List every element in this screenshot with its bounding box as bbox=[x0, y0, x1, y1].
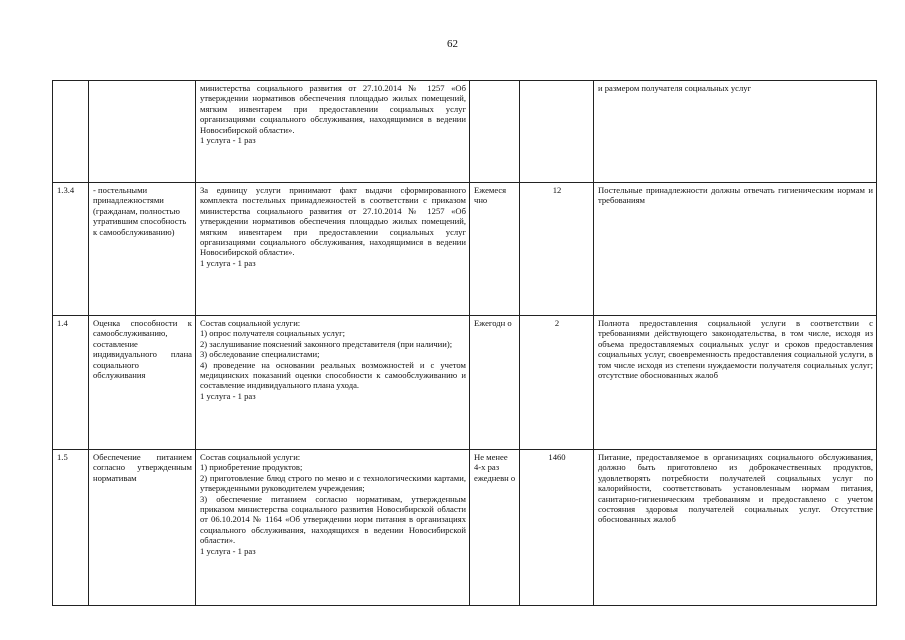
table-row bbox=[53, 183, 877, 316]
quality-cell: и размером получателя социальных услуг bbox=[594, 81, 877, 183]
service-content-cell bbox=[196, 316, 470, 450]
service-name-cell: Оценка способности к самообслуживанию, составление индивидуального плана социального обслуживания bbox=[89, 316, 196, 450]
service-name-cell: Обеспечение питанием согласно утвержденным нормативам bbox=[89, 450, 196, 606]
quality-cell: Питание, предоставляемое в организациях социального обслуживания, должно быть приготовлено из доброкачественных продуктов, удовлетворять потребности получателей социальных услуг по калорийности, соответствовать установленным нормам питания, санитарно-гигиеническим требованиям и предоставлено с учетом состояния здоровья получателей социальных услуг. Отсутствие обоснованных жалоб bbox=[594, 450, 877, 606]
table-row bbox=[53, 81, 877, 183]
frequency-cell: Не менее 4-х раз ежедневн о bbox=[470, 450, 520, 606]
service-content-cell bbox=[196, 450, 470, 606]
content-line: Состав социальной услуги: bbox=[200, 452, 301, 462]
content-line: Состав социальной услуги: bbox=[200, 318, 301, 328]
content-line: 2) заслушивание пояснений законного представителя (при наличии); bbox=[200, 338, 453, 349]
page-number: 62 bbox=[447, 38, 458, 50]
volume-cell bbox=[520, 81, 594, 183]
service-name-cell: - постельными принадлежностями (гражданам, полностью утратившим способность к самообслуживанию) bbox=[89, 183, 196, 316]
service-content-cell bbox=[196, 183, 470, 316]
services-table bbox=[52, 80, 877, 606]
content-line: 1) опрос получателя социальных услуг; bbox=[200, 328, 346, 339]
row-number-cell: 1.5 bbox=[53, 450, 89, 606]
content-line: За единицу услуги принимают факт выдачи сформированного комплекта постельных принадлежностей в соответствии с приказом министерства социального развития от 27.10.2014 № 1257 «Об утверждении нормативов обеспечения площадью жилых помещений, мягким инвентарем при предоставлении социальных услуг организациями социального обслуживания, находящимися в ведении Новосибирской области». bbox=[200, 185, 466, 258]
table-row bbox=[53, 450, 877, 606]
frequency-cell: Ежемеся чно bbox=[470, 183, 520, 316]
quality-cell: Постельные принадлежности должны отвечать гигиеническим нормам и требованиям bbox=[594, 183, 877, 316]
quality-cell: Полнота предоставления социальной услуги в соответствии с требованиями действующего законодательства, в том числе, исходя из объема предоставляемых социальных услуг и сроков предоставления социальных услуг, своевременность предоставления социальной услуги, в том числе исходя из степени нуждаемости получателя социальных услуг; отсутствие обоснованных жалоб bbox=[594, 316, 877, 450]
table-row bbox=[53, 316, 877, 450]
frequency-cell: Ежегодн о bbox=[470, 316, 520, 450]
content-line: 4) проведение на основании реальных возможностей и с учетом медицинских показаний оценки способности к самообслуживанию и составление индивидуального плана ухода. bbox=[200, 359, 466, 391]
content-line: 1 услуга - 1 раз bbox=[200, 257, 256, 268]
row-number-cell bbox=[53, 81, 89, 183]
row-number-cell: 1.3.4 bbox=[53, 183, 89, 316]
frequency-cell bbox=[470, 81, 520, 183]
content-line: 1 услуга - 1 раз bbox=[200, 390, 256, 401]
content-line: 3) обеспечение питанием согласно нормативам, утвержденным приказом министерства социального развития Новосибирской области от 06.10.2014 № 1164 «Об утверждении норм питания в организациях социального обслуживания, находящихся в ведении Новосибирской области». bbox=[200, 493, 466, 546]
row-number-cell: 1.4 bbox=[53, 316, 89, 450]
content-line: 1) приобретение продуктов; bbox=[200, 462, 303, 473]
content-line: 1 услуга - 1 раз bbox=[200, 545, 256, 556]
service-name-cell bbox=[89, 81, 196, 183]
content-line: 1 услуга - 1 раз bbox=[200, 135, 256, 146]
volume-cell: 1460 bbox=[520, 450, 594, 606]
service-content-cell bbox=[196, 81, 470, 183]
content-line: 3) обследование специалистами; bbox=[200, 349, 320, 360]
content-line: 2) приготовление блюд строго по меню и с технологическими картами, утвержденными руководителем учреждения; bbox=[200, 472, 466, 494]
volume-cell: 12 bbox=[520, 183, 594, 316]
content-line: министерства социального развития от 27.10.2014 № 1257 «Об утверждении нормативов обеспечения площадью жилых помещений, мягким инвентарем при предоставлении социальных услуг организациями социального обслуживания, находящимися в ведении Новосибирской области». bbox=[200, 83, 466, 135]
volume-cell: 2 bbox=[520, 316, 594, 450]
